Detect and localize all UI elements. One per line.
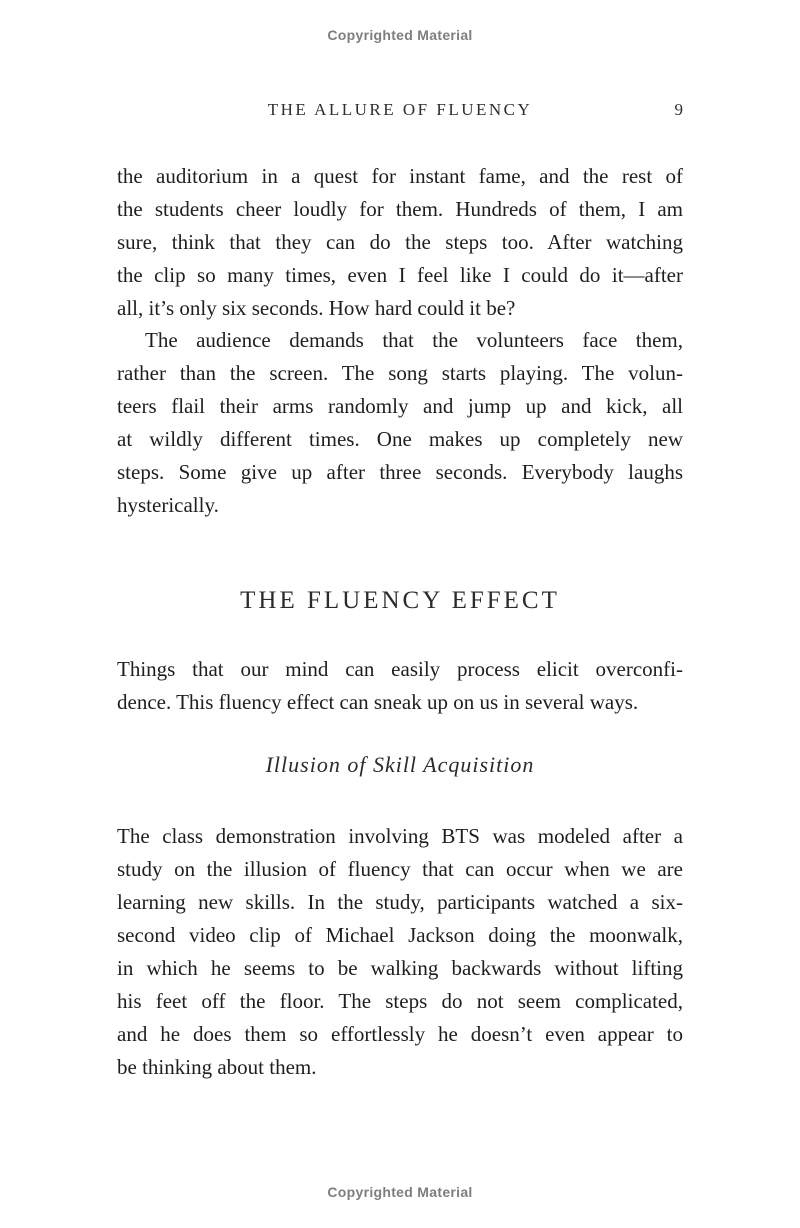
text-line: all, it’s only six seconds. How hard could it be? — [117, 296, 516, 320]
paragraph-2 — [117, 324, 683, 522]
paragraph-1 — [117, 160, 683, 325]
subsection-heading: Illusion of Skill Acquisition — [265, 752, 535, 777]
text-line: dence. This fluency effect can sneak up on us in several ways. — [117, 690, 639, 714]
text-line: hysterically. — [117, 493, 219, 517]
section-heading: THE FLUENCY EFFECT — [240, 587, 560, 614]
page-number: 9 — [674, 100, 683, 119]
text-line: The audience demands that the volunteers face them, — [145, 328, 683, 352]
running-header — [117, 100, 683, 120]
copyright-notice-top: Copyrighted Material — [327, 27, 473, 43]
chapter-title: THE ALLURE OF FLUENCY — [267, 100, 533, 119]
text-line: steps. Some give up after three seconds. Everybody laughs — [117, 460, 683, 484]
text-line: the clip so many times, even I feel like I could do it—after — [117, 263, 683, 287]
text-line: Things that our mind can easily process elicit overconfi- — [117, 657, 683, 681]
text-line: second video clip of Michael Jackson doing the moonwalk, — [117, 923, 683, 947]
text-line: at wildly different times. One makes up completely new — [117, 427, 683, 451]
text-line: his feet off the floor. The steps do not seem complicated, — [117, 989, 683, 1013]
paragraph-4 — [117, 820, 683, 1084]
text-line: be thinking about them. — [117, 1055, 317, 1079]
text-line: the auditorium in a quest for instant fame, and the rest of — [117, 164, 683, 188]
text-line: sure, think that they can do the steps too. After watching — [117, 230, 683, 254]
copyright-notice-bottom: Copyrighted Material — [327, 1184, 473, 1200]
text-line: and he does them so effortlessly he doesn’t even appear to — [117, 1022, 683, 1046]
text-line: learning new skills. In the study, participants watched a six- — [117, 890, 683, 914]
text-line: The class demonstration involving BTS was modeled after a — [117, 824, 683, 848]
text-line: in which he seems to be walking backwards without lifting — [117, 956, 683, 980]
text-line: study on the illusion of fluency that can occur when we are — [117, 857, 683, 881]
text-line: teers flail their arms randomly and jump up and kick, all — [117, 394, 683, 418]
paragraph-3 — [117, 653, 683, 719]
text-line: the students cheer loudly for them. Hundreds of them, I am — [117, 197, 683, 221]
text-line: rather than the screen. The song starts playing. The volun- — [117, 361, 683, 385]
